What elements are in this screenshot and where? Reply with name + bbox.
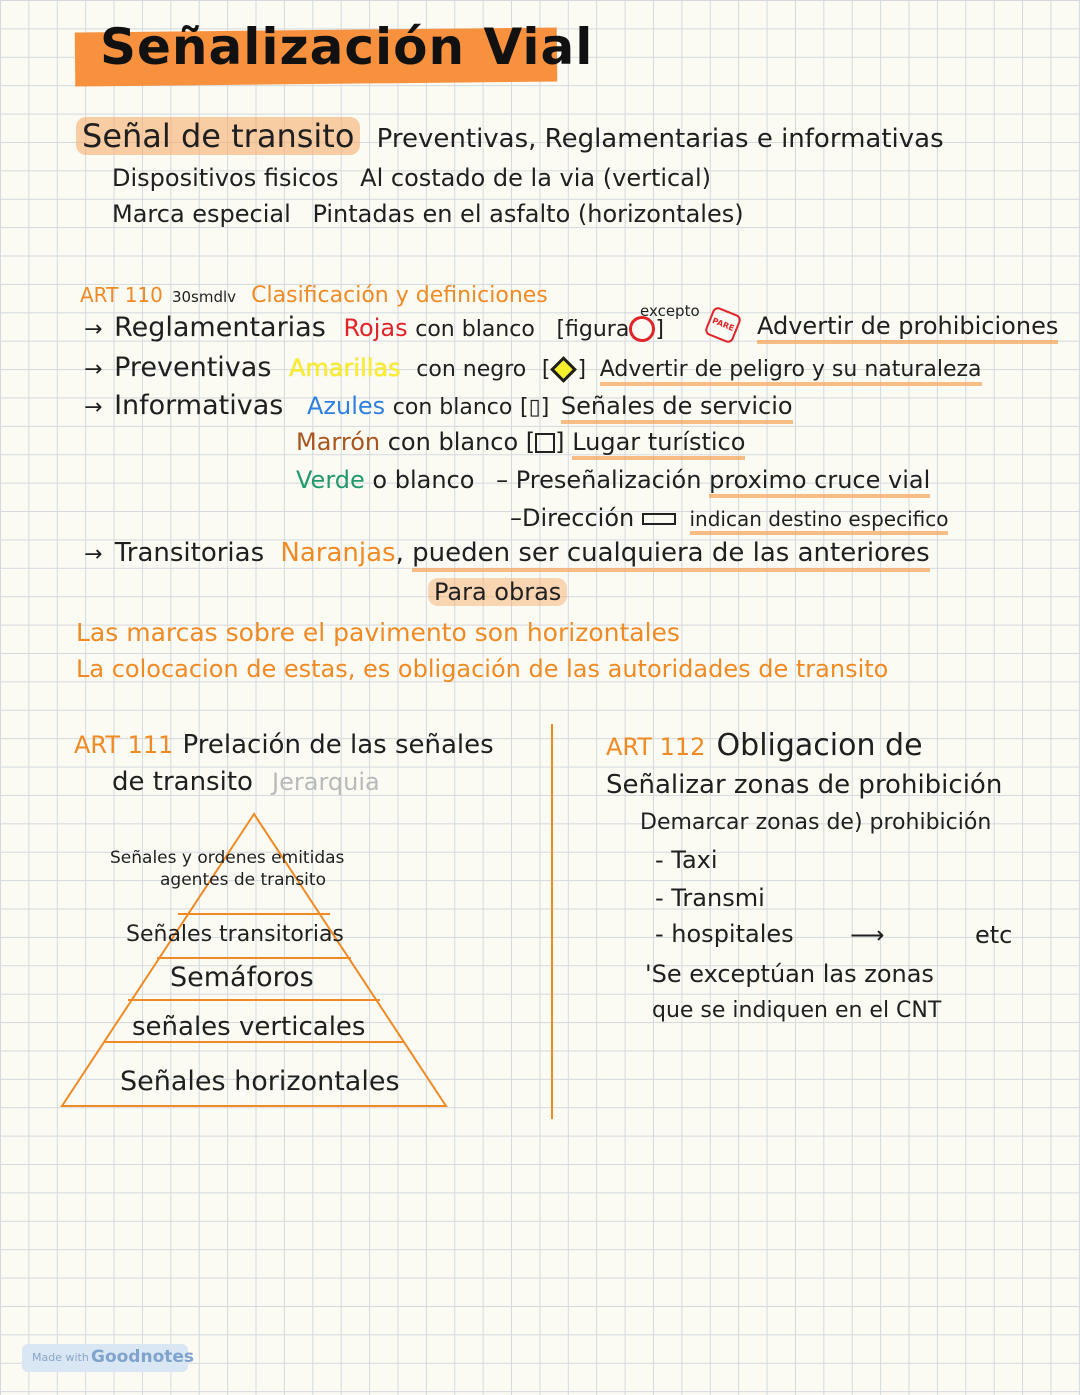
trans-sub: Para obras [428,578,567,606]
prev-color: Amarillas [289,354,401,382]
intro-line2-a: Dispositivos fisicos [112,164,339,192]
row-direccion [510,504,948,532]
art112-etc: etc [975,921,1013,949]
prev-open: [ [541,357,551,382]
arrow-right-icon: ⟶ [850,921,885,949]
prev-close: ] [577,357,587,382]
info-color: Azules [306,392,386,420]
pyramid-level-5: Señales horizontales [120,1066,400,1097]
prev-desc: Advertir de peligro y su naturaleza [600,357,982,386]
pyramid-level-3: Semáforos [170,962,314,993]
intro-line-3 [112,200,744,228]
pare-sign-icon: PARE [708,310,738,340]
green-color: Verde [296,466,365,494]
green-desc1: proximo cruce vial [709,466,930,498]
bullet-arrow-icon: → [84,317,103,342]
reg-rest: con blanco [415,317,535,342]
bullet-arrow-icon: → [84,357,103,382]
trans-name: Transitorias [114,538,265,568]
intro-line3-a: Marca especial [112,200,291,228]
green-rest: o blanco [372,466,475,494]
art112-heading2: Señalizar zonas de prohibición [606,770,1003,800]
art110-header [80,283,548,308]
reg-color: Rojas [343,314,408,342]
green-desc2: indican destino especifico [690,507,949,535]
art112-heading1: Obligacion de [716,728,923,763]
row-transitorias: → Transitorias Naranjas, pueden ser cualquiera de las anteriores [84,538,930,568]
row-marron [296,428,745,456]
intro-line-2 [112,164,711,192]
excepto-note: excepto [640,302,700,320]
reg-name: Reglamentarias [114,312,326,343]
art112-label: ART 112 [606,733,706,761]
prev-name: Preventivas [114,352,272,383]
info-bracket: [▯] [520,395,550,420]
art111-subheader [112,767,380,797]
rectangle-icon [642,513,676,525]
intro-line2-b: Al costado de la via (vertical) [360,164,711,192]
brown-color: Marrón [296,428,381,456]
goodnotes-logo: Goodnotes [91,1347,195,1367]
pyramid-level-4: señales verticales [132,1012,366,1042]
art111-header [74,730,494,760]
intro-types: Preventivas, Reglamentarias e informativas [376,124,944,154]
green-dash2: –Dirección [510,504,635,532]
info-rest: con blanco [392,395,513,420]
art112-sub: Demarcar zonas de) prohibición [640,810,992,835]
art112-header [606,728,923,763]
note-1: Las marcas sobre el pavimento son horizontales [76,618,680,647]
brown-close: ] [555,428,565,456]
art112-except1: 'Se exceptúan las zonas [645,960,934,988]
bullet-arrow-icon: → [84,542,103,567]
art112-except2: que se indiquen en el CNT [652,998,942,1023]
art110-code: 30smdlv [171,288,237,306]
art112-item-taxi: - Taxi [655,846,718,874]
reg-close: ] [655,317,664,342]
pyramid-level-2: Señales transitorias [126,922,344,947]
row-reglamentarias [84,312,664,343]
art111-heading2: de transito [112,767,253,797]
red-circle-icon [629,316,655,342]
art111-heading1: Prelación de las señales [182,730,494,760]
trans-color: Naranjas [280,538,396,568]
art111-aside: Jerarquia [272,768,380,796]
info-desc: Señales de servicio [561,392,793,424]
page-title: Señalización Vial [100,18,594,76]
pyramid-level-1b: agentes de transito [160,870,326,890]
trans-rest: pueden ser cualquiera de las anteriores [412,538,930,572]
brown-rest: con blanco [387,428,519,456]
made-with-text: Made with [32,1351,89,1364]
bullet-arrow-icon: → [84,395,103,420]
art110-label: ART 110 [80,283,163,307]
green-dash1: – Preseñalización [496,466,702,494]
info-name: Informativas [114,390,284,421]
brown-desc: Lugar turístico [572,428,745,460]
intro-label: Señal de transito [76,117,360,155]
yellow-diamond-icon [551,356,578,383]
art112-item-transmi: - Transmi [655,884,765,912]
prev-rest: con negro [416,357,527,382]
intro-line-1 [76,117,944,155]
art111-label: ART 111 [74,731,174,759]
column-divider [551,724,553,1119]
row-informativas [84,390,793,421]
note-2: La colocacion de estas, es obligación de las autoridades de transito [76,655,889,683]
reg-desc: Advertir de prohibiciones [757,312,1058,344]
art112-item-hospitales: - hospitales [655,920,794,948]
pyramid-level-1a: Señales y ordenes emitidas [110,848,345,868]
brown-open: [ [525,428,536,456]
row-verde [296,466,930,494]
reg-figura: [figura [556,317,630,342]
row-preventivas [84,352,982,383]
intro-line3-b: Pintadas en el asfalto (horizontales) [312,200,744,228]
square-icon [535,433,555,453]
art110-heading: Clasificación y definiciones [251,283,548,308]
